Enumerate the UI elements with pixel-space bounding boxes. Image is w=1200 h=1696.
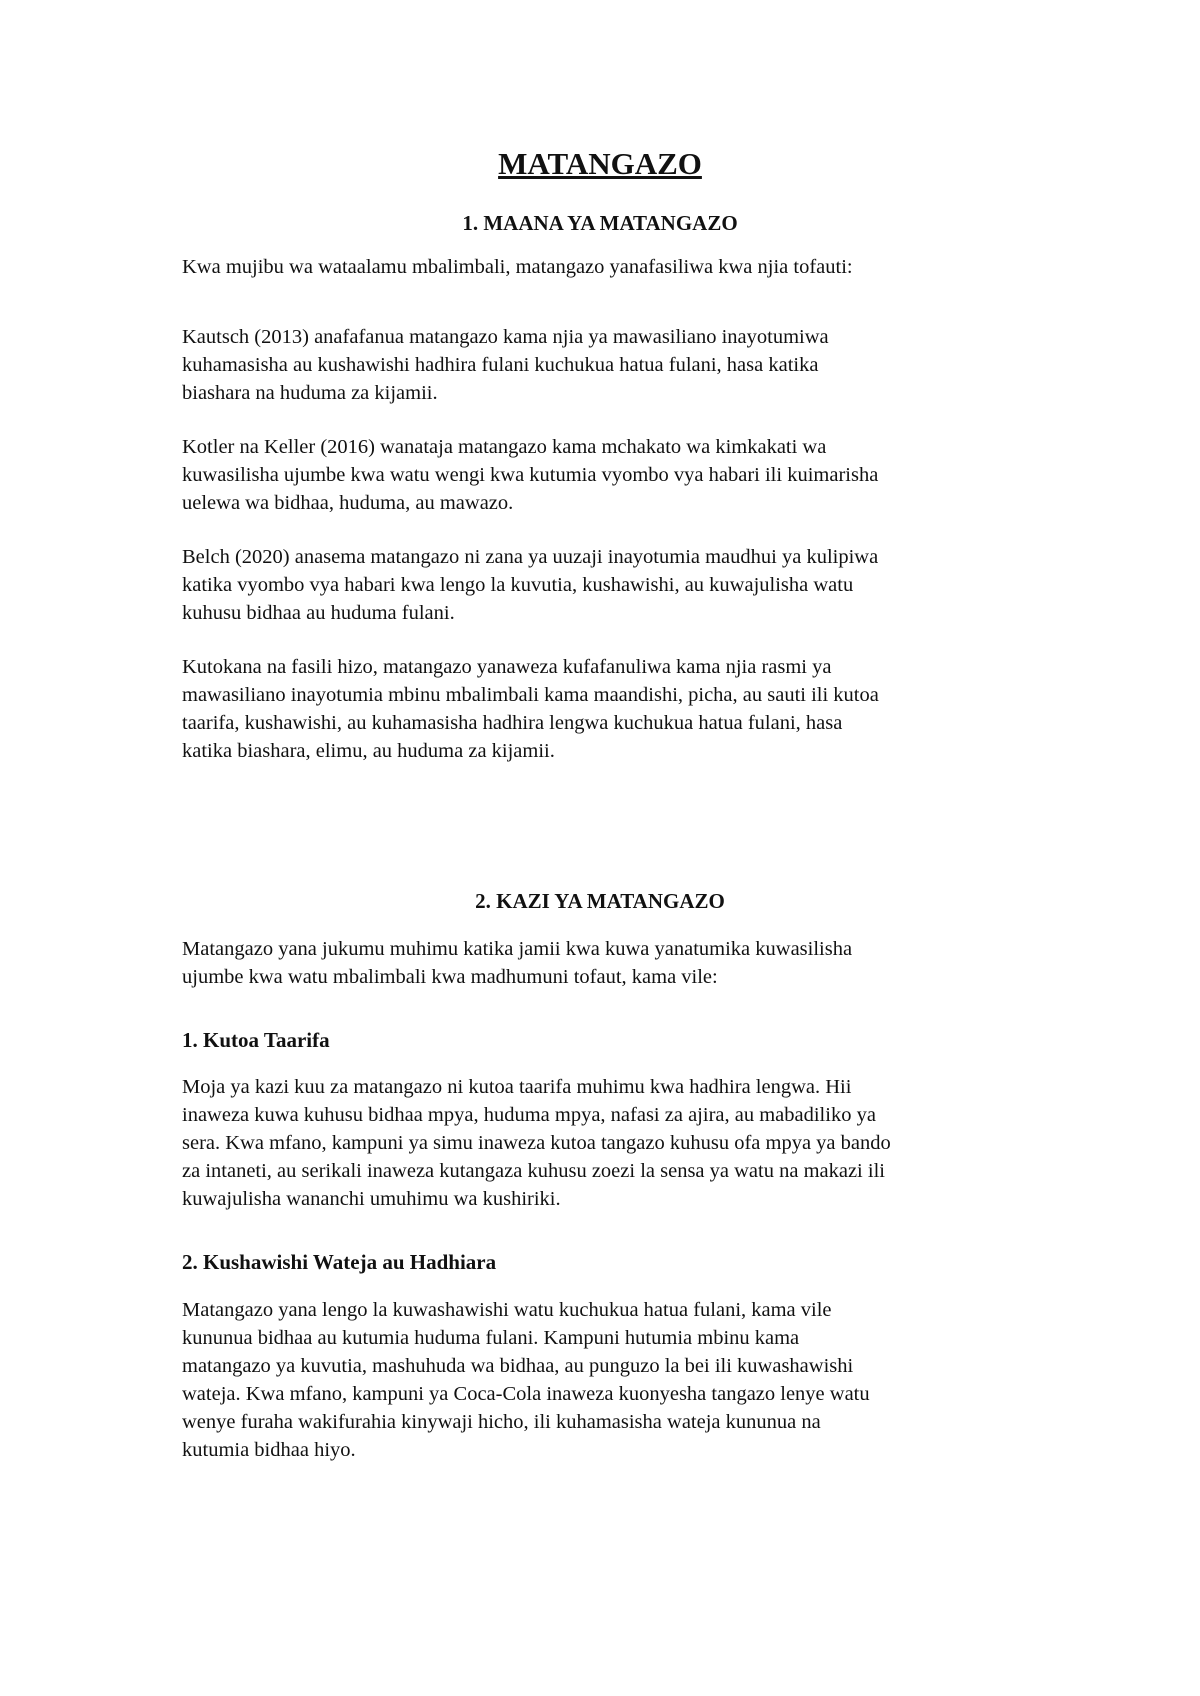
paragraph-kazi-intro: Matangazo yana jukumu muhimu katika jamii kwa kuwa yanatumika kuwasilisha ujumbe kwa watu mbalimbali kwa madhumuni tofaut, kama vile: xyxy=(182,938,853,988)
paragraph-kautsch: Kautsch (2013) anafafanua matangazo kama njia ya mawasiliano inayotumiwa kuhamasisha au kushawishi hadhira fulani kuchukua hatua fulani, hasa katika biashara na huduma za kijamii. xyxy=(182,326,829,404)
paragraph-conclusion: Kutokana na fasili hizo, matangazo yanaweza kufafanuliwa kama njia rasmi ya mawasiliano inayotumia mbinu mbalimbali kama maandishi, picha, au sauti ili kutoa taarifa, kushawishi, au kuhamasisha hadhira lengwa kuchukua hatua fulani, hasa katika biashara, elimu, au huduma za kijamii. xyxy=(182,656,879,762)
section-heading-kazi: 2. KAZI YA MATANGAZO xyxy=(475,889,725,913)
paragraph-belch: Belch (2020) anasema matangazo ni zana ya uuzaji inayotumia maudhui ya kulipiwa katika vyombo vya habari kwa lengo la kuvutia, kushawishi, au kuwajulisha watu kuhusu bidhaa au huduma fulani. xyxy=(182,546,879,624)
paragraph-kutoa-taarifa: Moja ya kazi kuu za matangazo ni kutoa taarifa muhimu kwa hadhira lengwa. Hii inaweza kuwa kuhusu bidhaa mpya, huduma mpya, nafasi za ajira, au mabadiliko ya sera. Kwa mfano, kampuni ya simu inaweza kutoa tangazo kuhusu ofa mpya ya bando za intaneti, au serikali inaweza kutangaza kuhusu zoezi la sensa ya watu na makazi ili kuwajulisha wananchi umuhimu wa kushiriki. xyxy=(182,1076,891,1210)
paragraph-intro: Kwa mujibu wa wataalamu mbalimbali, matangazo yanafasiliwa kwa njia tofauti: xyxy=(182,256,853,278)
document-title: MATANGAZO xyxy=(498,146,702,181)
section-heading-maana: 1. MAANA YA MATANGAZO xyxy=(462,211,738,235)
paragraph-kotler-keller: Kotler na Keller (2016) wanataja matangazo kama mchakato wa kimkakati wa kuwasilisha ujumbe kwa watu wengi kwa kutumia vyombo vya habari ili kuimarisha uelewa wa bidhaa, huduma, au mawazo. xyxy=(182,436,879,514)
subheading-kutoa-taarifa: 1. Kutoa Taarifa xyxy=(182,1028,330,1052)
subheading-kushawishi: 2. Kushawishi Wateja au Hadhiara xyxy=(182,1250,497,1274)
paragraph-kushawishi: Matangazo yana lengo la kuwashawishi watu kuchukua hatua fulani, kama vile kununua bidhaa au kutumia huduma fulani. Kampuni hutumia mbinu kama matangazo ya kuvutia, mashuhuda wa bidhaa, au punguzo la bei ili kuwashawishi wateja. Kwa mfano, kampuni ya Coca-Cola inaweza kuonyesha tangazo lenye watu wenye furaha wakifurahia kinywaji hicho, ili kuhamasisha wateja kununua na kutumia bidhaa hiyo. xyxy=(182,1299,870,1461)
